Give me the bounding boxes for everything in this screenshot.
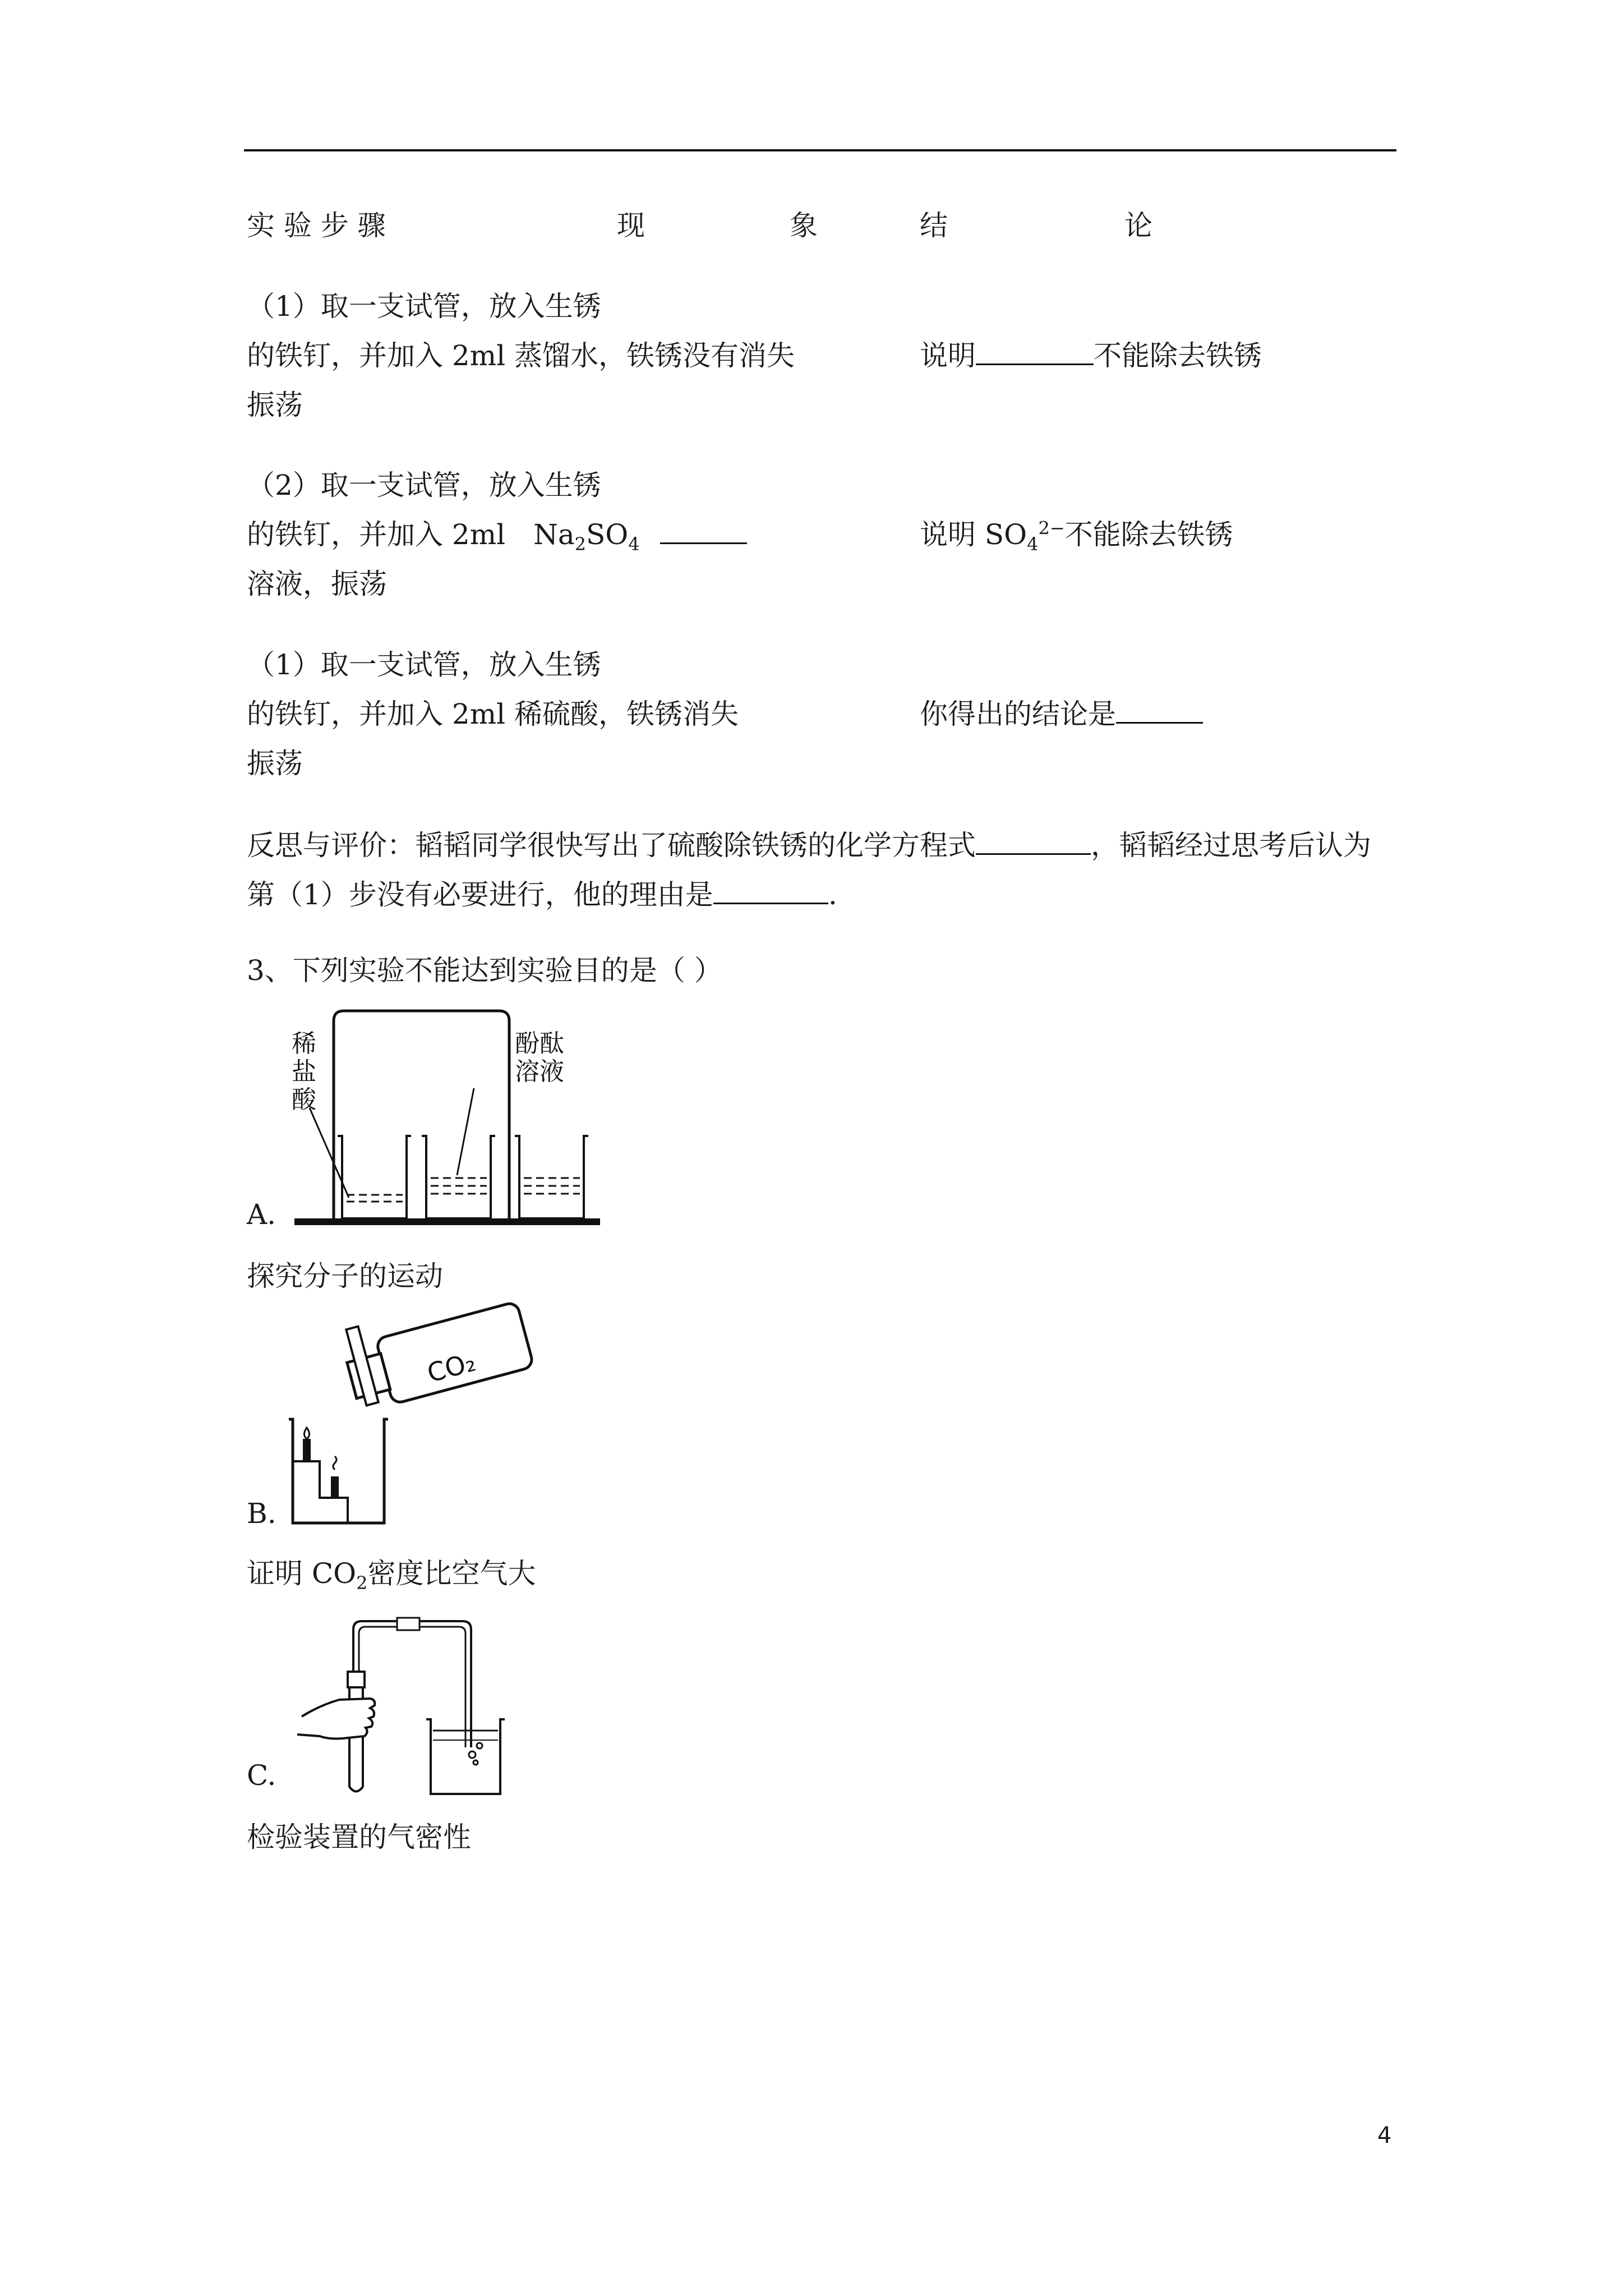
header-phenomenon-2: 象 xyxy=(790,209,818,242)
candle-upper xyxy=(303,1439,311,1461)
row3-step-line2 xyxy=(247,697,739,731)
row1-conclusion-pre: 说明 xyxy=(920,339,976,372)
reflection-line1 xyxy=(247,829,1371,862)
row2-sub1: 2 xyxy=(574,533,587,555)
bubble xyxy=(469,1751,476,1758)
row2-conclusion xyxy=(920,517,1233,555)
reflection-line2 xyxy=(247,878,837,912)
figure-c-diagram xyxy=(292,1616,533,1801)
candle-lower xyxy=(331,1476,339,1498)
label-yan: 盐 xyxy=(292,1057,316,1086)
label-xi: 稀 xyxy=(292,1029,316,1058)
figure-a-diagram xyxy=(280,999,617,1234)
row2-conclusion-post: 不能除去铁锈 xyxy=(1064,518,1233,551)
bell-jar xyxy=(334,1011,509,1220)
stopper xyxy=(348,1672,365,1687)
option-b-caption-post: 密度比空气大 xyxy=(367,1557,536,1590)
row3-step-text: 的铁钉，并加入 2ml 稀硫酸， xyxy=(247,698,627,730)
row3-conclusion xyxy=(920,697,1203,731)
row1-conclusion xyxy=(920,339,1262,372)
row2-conclusion-sub: 4 xyxy=(1027,533,1039,555)
row1-phenomenon: 铁锈没有消失 xyxy=(626,339,795,372)
row1-step-line2 xyxy=(247,339,795,372)
rubber-connector xyxy=(397,1618,419,1630)
row2-step-line3: 溶液，振荡 xyxy=(247,568,387,600)
reflection-line2-pre: 第（1）步没有必要进行，他的理由是 xyxy=(247,878,713,911)
row3-phenomenon: 铁锈消失 xyxy=(626,698,739,730)
header-step: 实 验 步 骤 xyxy=(247,209,386,242)
reflection-line1-pre: 反思与评价：韬韬同学很快写出了硫酸除铁锈的化学方程式 xyxy=(247,829,976,862)
row1-step-text: 的铁钉，并加入 2ml 蒸馏水， xyxy=(247,339,627,372)
question3-stem: 3、下列实验不能达到实验目的是（ ） xyxy=(247,954,722,987)
row2-step-line1: （2）取一支试管，放入生锈 xyxy=(247,469,601,501)
hand xyxy=(297,1699,375,1738)
header-phenomenon-1: 现 xyxy=(617,209,645,242)
row3-step-line1: （1）取一支试管，放入生锈 xyxy=(247,648,601,681)
option-b-caption xyxy=(247,1557,536,1594)
row2-mid: SO xyxy=(586,518,629,551)
row1-step-line1: （1）取一支试管，放入生锈 xyxy=(247,290,601,323)
row2-conclusion-sup: 2− xyxy=(1038,517,1065,539)
option-c-caption: 检验装置的气密性 xyxy=(247,1821,471,1853)
label-solution: 溶液 xyxy=(515,1057,564,1086)
flame-upper xyxy=(305,1428,310,1439)
answer-blank-4[interactable] xyxy=(976,830,1091,855)
header-rule xyxy=(244,149,1396,151)
answer-blank-3[interactable] xyxy=(1116,698,1203,724)
answer-blank-2[interactable] xyxy=(660,519,747,544)
beaker-1 xyxy=(338,1136,411,1218)
row2-step-line2 xyxy=(247,518,747,555)
option-a-caption: 探究分子的运动 xyxy=(247,1260,443,1292)
delivery-tube xyxy=(353,1621,471,1747)
reflection-line1-post: ，韬韬经过思考后认为 xyxy=(1091,829,1371,862)
row3-step-line3: 振荡 xyxy=(247,747,303,780)
stairs xyxy=(293,1461,348,1523)
answer-blank-5[interactable] xyxy=(713,879,828,904)
label-phenolphthalein: 酚酞 xyxy=(515,1029,564,1058)
page-number: 4 xyxy=(1377,2123,1392,2148)
header-conclusion-2: 论 xyxy=(1124,209,1152,242)
option-a-letter: A. xyxy=(247,1198,276,1231)
row2-step-pre: 的铁钉，并加入 2ml Na xyxy=(247,518,575,551)
option-b-letter: B. xyxy=(247,1497,276,1530)
option-c-letter: C. xyxy=(247,1759,276,1792)
reflection-line2-post: . xyxy=(828,878,837,911)
row1-conclusion-post: 不能除去铁锈 xyxy=(1094,339,1262,372)
label-suan: 酸 xyxy=(292,1085,316,1114)
row2-conclusion-pre: 说明 SO xyxy=(920,518,1027,551)
row3-conclusion-text: 你得出的结论是 xyxy=(920,698,1116,730)
header-conclusion-1: 结 xyxy=(920,209,948,242)
row1-step-line3: 振荡 xyxy=(247,389,303,421)
row2-sub2: 4 xyxy=(628,533,640,555)
figure-b-diagram xyxy=(280,1301,550,1526)
answer-blank-1[interactable] xyxy=(976,340,1094,365)
option-b-caption-pre: 证明 CO xyxy=(247,1557,357,1590)
label-co2: CO₂ xyxy=(424,1346,479,1388)
option-b-caption-sub: 2 xyxy=(356,1572,368,1594)
